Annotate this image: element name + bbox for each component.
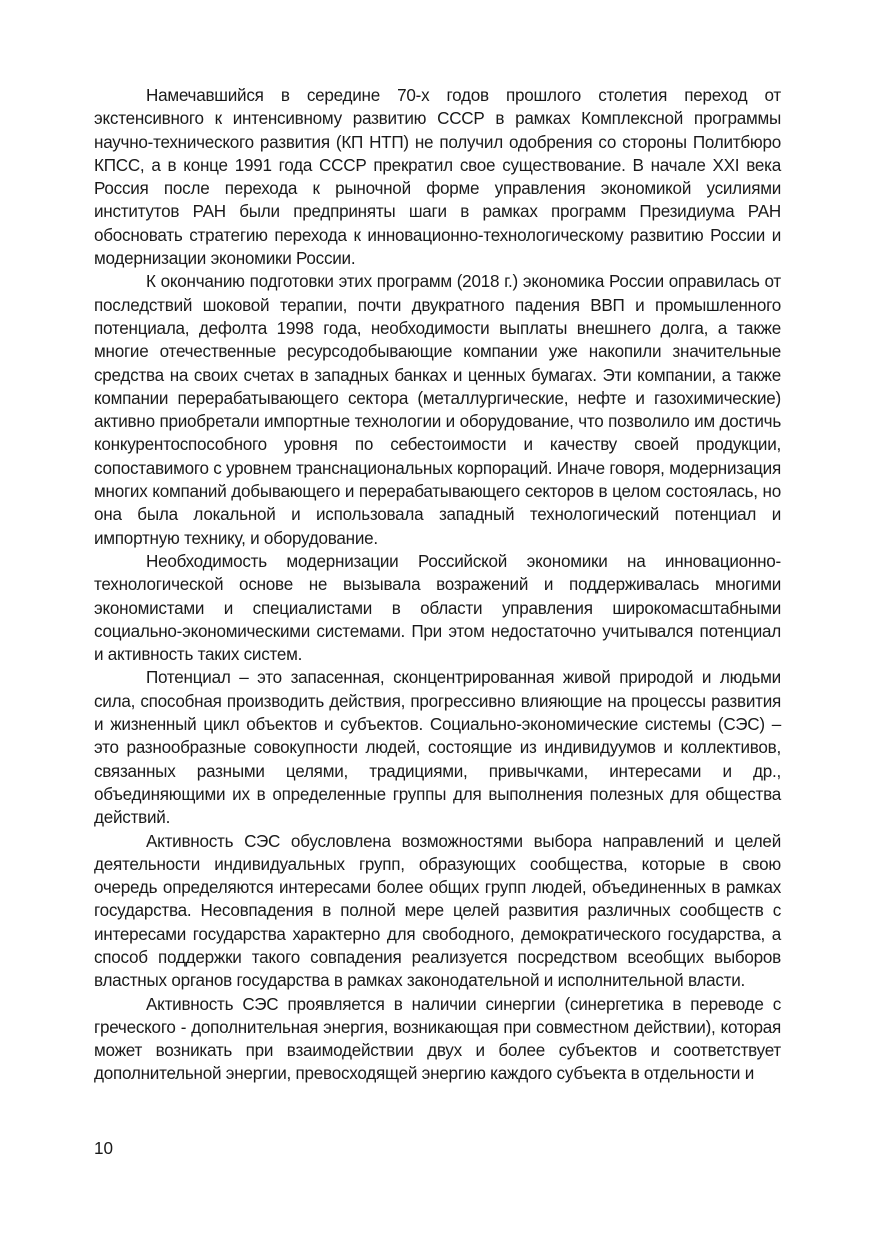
paragraph-6: Активность СЭС проявляется в наличии синергии (синергетика в переводе с греческого - дополнительная энергия, возникающая при совместном действии), которая может возникать при взаимодействии двух и более субъектов и соответствует дополнительной энергии, превосходящей энергию каждого субъекта в отдельности и (94, 994, 781, 1084)
paragraph-4: Потенциал – это запасенная, сконцентрированная живой природой и людьми сила, способная производить действия, прогрессивно влияющие на процессы развития и жизненный цикл объектов и субъектов. Социально-экономические системы (СЭС) – это разнообразные совокупности людей, состоящие из индивидуумов и коллективов, связанных разными целями, традициями, привычками, интересами и др., объединяющими их в определенные группы для выполнения полезных для общества действий. (94, 668, 781, 828)
page-number: 10 (94, 1139, 114, 1158)
paragraph-5: Активность СЭС обусловлена возможностями выбора направлений и целей деятельности индивидуальных групп, образующих сообщества, которые в свою очередь определяются интересами более общих групп людей, объединенных в рамках государства. Несовпадения в полной мере целей развития различных сообществ с интересами государства характерно для свободного, демократического государства, а способ поддержки такого совпадения реализуется посредством всеобщих выборов властных органов государства в рамках законодательной и исполнительной власти. (94, 831, 781, 991)
paragraph-3: Необходимость модернизации Российской экономики на инновационно-технологической основе не вызывала возражений и поддерживалась многими экономистами и специалистами в области управления широкомасштабными социально-экономическими системами. При этом недостаточно учитывался потенциал и активность таких систем. (94, 551, 781, 665)
paragraph-2: К окончанию подготовки этих программ (2018 г.) экономика России оправилась от последствий шоковой терапии, почти двукратного падения ВВП и промышленного потенциала, дефолта 1998 года, необходимости выплаты внешнего долга, а также многие отечественные ресурсодобывающие компании уже накопили значительные средства на своих счетах в западных банках и ценных бумагах. Эти компании, а также компании перерабатывающего сектора (металлургические, нефте и газохимические) активно приобретали импортные технологии и оборудование, что позволило им достичь конкурентоспособного уровня по себестоимости и качеству своей продукции, сопоставимого с уровнем транснациональных корпораций. Иначе говоря, модернизация многих компаний добывающего и перерабатывающего секторов в целом состоялась, но она была локальной и использовала западный технологический потенциал и импортную технику, и оборудование. (94, 272, 781, 548)
document-body (94, 84, 781, 1086)
paragraph-1: Намечавшийся в середине 70-х годов прошлого столетия переход от экстенсивного к интенсивному развитию СССР в рамках Комплексной программы научно-технического развития (КП НТП) не получил одобрения со стороны Политбюро КПСС, а в конце 1991 года СССР прекратил свое существование. В начале XXI века Россия после перехода к рыночной форме управления экономикой усилиями институтов РАН были предприняты шаги в рамках программ Президиума РАН обосновать стратегию перехода к инновационно-технологическому развитию России и модернизации экономики России. (94, 86, 781, 269)
